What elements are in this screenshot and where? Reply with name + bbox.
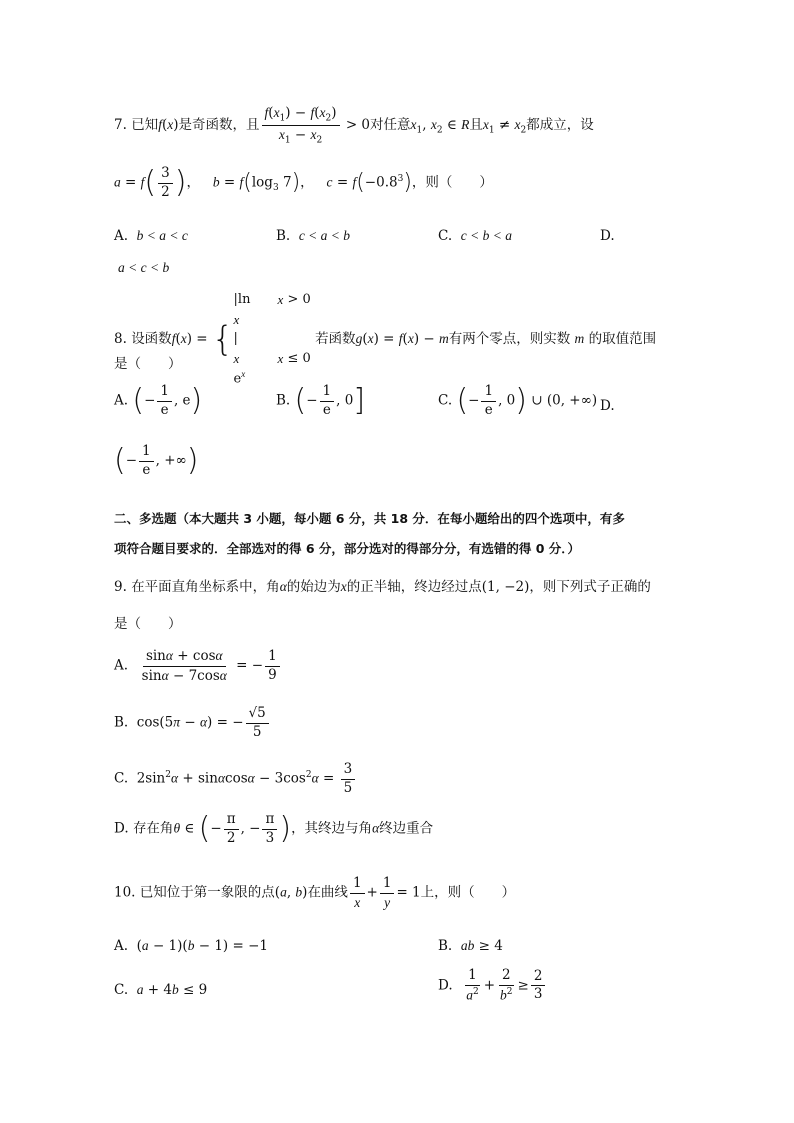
q10-option-c[interactable]: C. a + 4b ≤ 9	[114, 982, 208, 998]
q8-option-d-label[interactable]: D.	[600, 398, 615, 414]
q10-option-d[interactable]: D. $\frac{1}{a^2}$ + $\frac{2}{b^2}$ ≥ $\frac{2}{3}$	[438, 968, 547, 1004]
q8-option-b[interactable]: B. (− $\frac{1}{e}$ , 0]	[276, 383, 366, 419]
section-heading-line2: 项符合题目要求的．全部选对的得 6 分，部分选对的得部分分，有选错的得 0 分．）	[114, 541, 581, 556]
q7-stem-line2: a = f( $\frac{3}{2}$ )， $b = f(\log_3$ 7)， $c = f(-0.8^3)$，则（ ）	[114, 165, 493, 201]
q7-option-c[interactable]: C. c < b < a	[438, 228, 512, 244]
q7-option-a[interactable]: A. b < a < c	[114, 228, 188, 244]
q7-stem-line1: 7. 已知f(x)是奇函数，且 $\frac{f(x_1) - f(x_2)}{x_1 - x_2}$ > 0对任意$x_1$, $x_2$ ∈ R且$x_1 \ne x_2$都成立，设	[114, 105, 594, 146]
q8-stem-line2: 是（ ）	[114, 356, 182, 372]
q7-option-d-label[interactable]: D.	[600, 228, 615, 244]
q7-option-b[interactable]: B. c < a < b	[276, 228, 351, 244]
q7-number: 7.	[114, 117, 127, 134]
section-heading-line1: 二、多选题（本大题共 3 小题，每小题 6 分，共 18 分．在每小题给出的四个选项中，有多	[114, 511, 625, 526]
q8-piecewise: |ln x | x > 0 x $e^x$ x ≤ 0	[233, 292, 311, 387]
q10-option-a[interactable]: A. (a − 1)(b − 1) = −1	[114, 938, 268, 954]
q8-stem-line1: 8. 设函数f(x) = { |ln x | x > 0 x $e^x$ x ≤ 0 若函数g(x) = f(x) − m有两个零点，则实数 m 的取值范围	[114, 290, 656, 389]
q9-option-a[interactable]: A. $\frac{\sin\alpha + \cos\alpha}{\sin\alpha - 7\cos\alpha}$ = − $\frac{1}{9}$	[114, 648, 282, 684]
q8-option-d-text[interactable]: (− $\frac{1}{e}$ , +∞)	[114, 443, 199, 479]
q10-option-b[interactable]: B. ab ≥ 4	[438, 938, 503, 954]
q9-stem-line2: 是（ ）	[114, 616, 182, 632]
q7-option-d-text[interactable]: a < c < b	[118, 260, 170, 275]
q9-stem-line1: 9. 在平面直角坐标系中，角α的始边为x的正半轴，终边经过点(1, −2)，则下列式子正确的	[114, 579, 651, 595]
q9-option-d[interactable]: D. 存在角θ ∈ (− $\frac{\pi}{2}$ , − $\frac{\pi}{3}$ )，其终边与角α终边重合	[114, 811, 434, 847]
q8-option-c[interactable]: C. (− $\frac{1}{e}$ , 0) ∪ (0, +∞)	[438, 383, 598, 419]
q7-fraction: $\frac{f(x_1) - f(x_2)}{x_1 - x_2}$	[262, 105, 340, 146]
q8-option-a[interactable]: A. (− $\frac{1}{e}$ , e)	[114, 383, 203, 419]
q9-option-c[interactable]: C. $2\sin^2\alpha + \sin\alpha\cos\alpha - 3\cos^2\alpha$ = $\frac{3}{5}$	[114, 762, 357, 796]
q9-option-b[interactable]: B. cos(5π − α) = − $\frac{√5}{5}$	[114, 706, 271, 740]
q10-stem: 10. 已知位于第一象限的点(a, b)在曲线 $\frac{1}{x}$ + $\frac{1}{y}$ = 1上，则（ ）	[114, 875, 516, 910]
